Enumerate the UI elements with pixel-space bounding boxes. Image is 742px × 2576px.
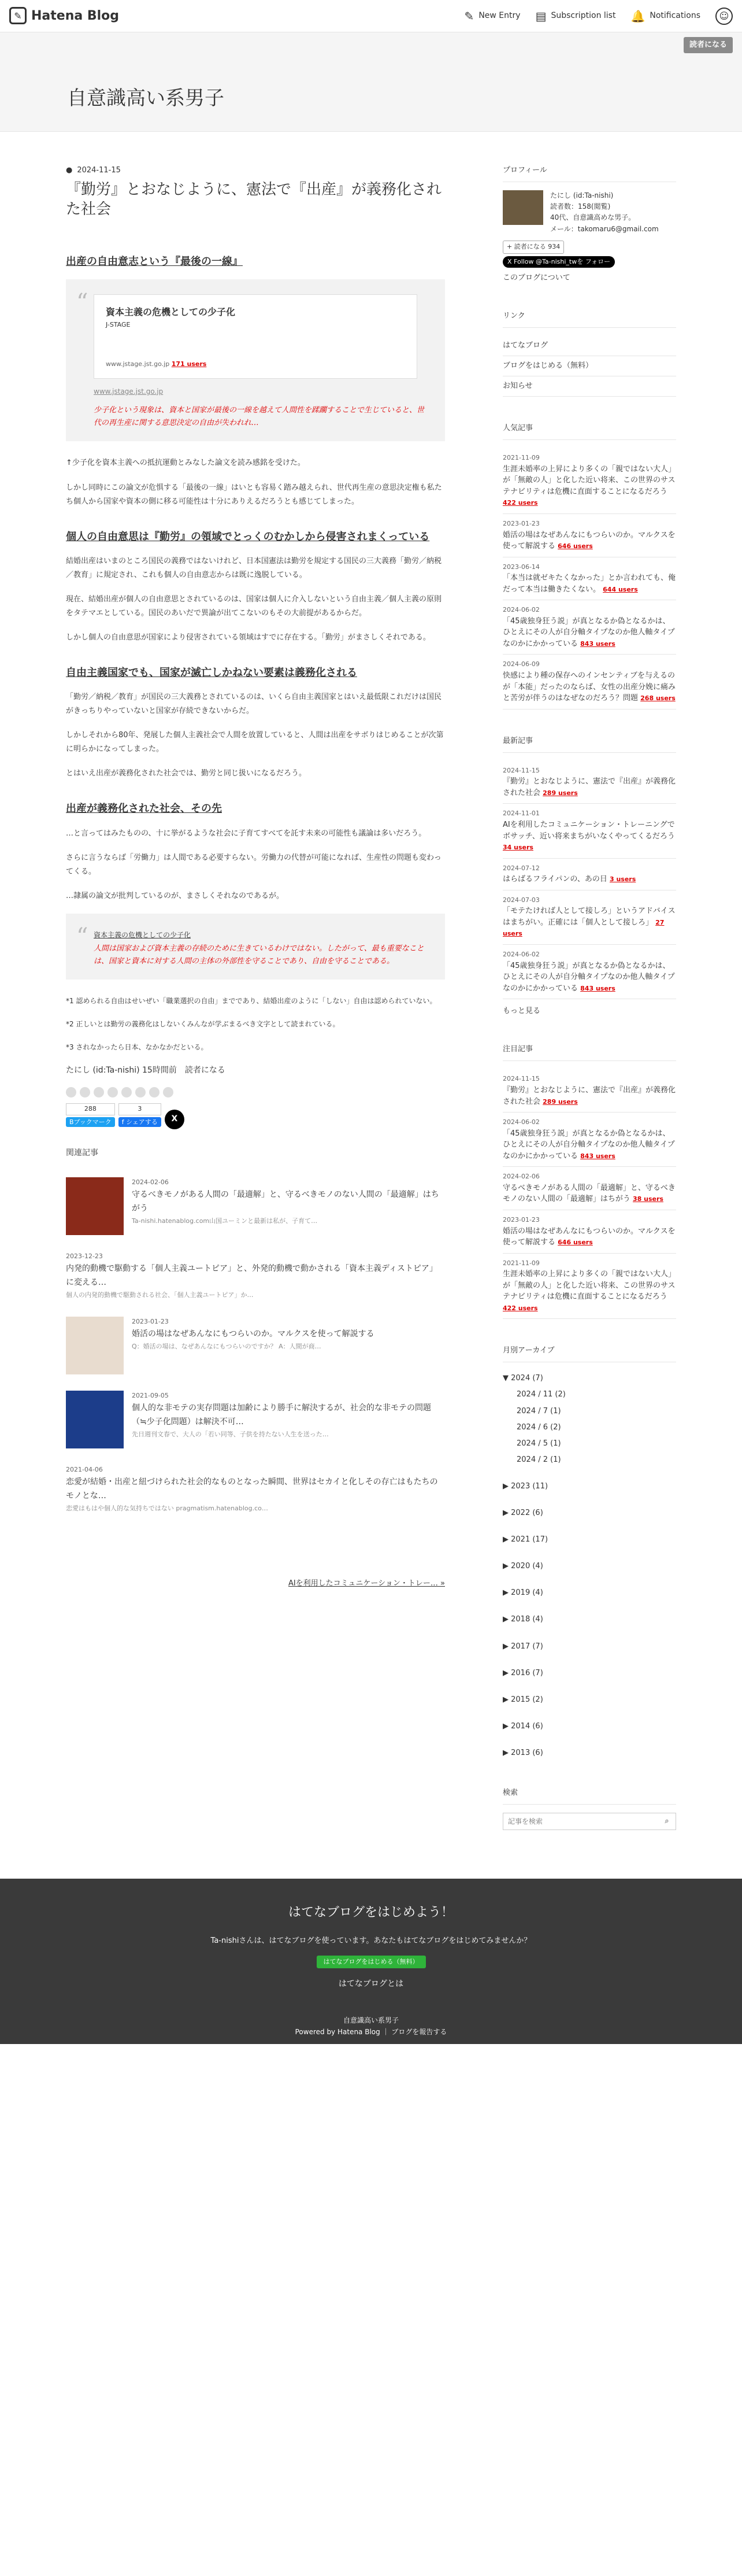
users-badge[interactable]: 843 users xyxy=(580,1152,615,1160)
author-line[interactable]: たにし (id:Ta-nishi) 15時間前 読者になる xyxy=(66,1066,225,1076)
recent-title-text: はらばるフライパンの、あの日 xyxy=(503,875,607,884)
paragraph: 「勤労／納税／教育」が国民の三大義務とされているのは、いくら自由主義国家とはいえ最低限これだけは国民がきっちりやっていないと国家が存続できないからだ。 xyxy=(66,693,442,716)
noted-module xyxy=(503,1043,676,1319)
popular-title[interactable] xyxy=(503,530,676,552)
archive-year[interactable]: ▶ 2013 (6) xyxy=(503,1748,543,1757)
users-badge[interactable]: 646 users xyxy=(558,1239,593,1247)
popular-title[interactable] xyxy=(503,616,676,650)
bookmark-share xyxy=(66,1103,115,1129)
noted-item[interactable] xyxy=(503,1210,676,1254)
recent-item[interactable] xyxy=(503,804,676,858)
star-icon[interactable] xyxy=(107,1087,118,1097)
popular-date: 2023-06-14 xyxy=(503,563,540,571)
hatena-logo-icon: ✎ xyxy=(9,7,27,24)
users-badge[interactable]: 289 users xyxy=(543,789,578,797)
noted-date: 2021-11-09 xyxy=(503,1259,540,1267)
x-share-icon[interactable]: X xyxy=(165,1110,184,1129)
quote-text-2: 人間は国家および資本主義の存続のために生きているわけではない。したがって、最も重要なことは、国家と資本に対する人間の主体の外部性を守ることであり、自由を守ることである。 xyxy=(94,944,424,966)
search-module xyxy=(503,1787,676,1830)
users-badge[interactable]: 34 users xyxy=(503,844,533,852)
subscribe-label: + 読者になる xyxy=(507,242,546,250)
related-title[interactable]: 内発的動機で駆動する「個人主義ユートピア」と、外発的動機で動かされる「資本主義ディストピア」に変える… xyxy=(66,1264,437,1287)
entry-date xyxy=(66,164,445,177)
popular-date: 2023-01-23 xyxy=(503,519,540,527)
link-item[interactable]: お知らせ xyxy=(503,376,676,397)
related-item[interactable] xyxy=(66,1317,445,1374)
archive-year[interactable]: ▶ 2018 (4) xyxy=(503,1615,543,1624)
notifications-button[interactable] xyxy=(630,6,700,26)
more-link[interactable]: もっと見る xyxy=(503,1007,541,1016)
star-icon[interactable] xyxy=(80,1087,90,1097)
recent-item[interactable] xyxy=(503,890,676,945)
recent-date: 2024-06-02 xyxy=(503,950,540,958)
star-icon[interactable] xyxy=(66,1087,76,1097)
become-reader-button[interactable]: 読者になる xyxy=(684,37,733,53)
noted-item[interactable] xyxy=(503,1167,676,1210)
about-hatena-link[interactable]: はてなブログとは xyxy=(338,1979,404,1989)
card-title: “ 資本主義の危機としての少子化 xyxy=(106,306,236,317)
archive-year[interactable]: ▶ 2021 (17) xyxy=(503,1535,548,1544)
star-icon[interactable] xyxy=(149,1087,159,1097)
card-footer xyxy=(106,359,206,370)
archive-year-open[interactable]: ▼ 2024 (7) xyxy=(503,1374,543,1383)
section-heading-4: 出産が義務化された社会、その先 xyxy=(66,803,222,815)
profile-avatar[interactable] xyxy=(503,190,543,225)
profile-bio: 40代、自意識高めな男子。 xyxy=(550,213,636,222)
search-heading: 検索 xyxy=(503,1787,676,1805)
noted-title[interactable] xyxy=(503,1182,676,1205)
popular-item[interactable] xyxy=(503,514,676,557)
topbar xyxy=(0,0,742,32)
quote-source-link[interactable]: 資本主義の危機としての少子化 xyxy=(94,930,191,939)
users-badge[interactable]: 843 users xyxy=(580,640,615,648)
start-blog-button[interactable]: はてなブログをはじめる（無料） xyxy=(317,1956,426,1969)
archive-month[interactable]: 2024 / 7 (1) xyxy=(517,1406,561,1415)
noted-title-text: 婚活の場はなぜあんなにもつらいのか。マルクスを使って解説する xyxy=(503,1226,676,1247)
paragraph: しかしそれから80年、発展した個人主義社会で人間を放置していると、人間は出産をサボりはじめることが次第に明らかになってしまった。 xyxy=(66,731,444,754)
blockquote-2 xyxy=(66,914,445,980)
popular-item[interactable] xyxy=(503,448,676,514)
noted-title[interactable] xyxy=(503,1226,676,1248)
hatena-blog-logo[interactable] xyxy=(9,5,119,27)
facebook-share-button[interactable]: f シェアする xyxy=(118,1117,161,1127)
topbar-tools xyxy=(465,6,733,26)
user-avatar-icon[interactable]: ☺ xyxy=(715,8,733,25)
facebook-share xyxy=(118,1103,161,1129)
profile-mail: メール：takomaru6@gmail.com xyxy=(550,224,659,233)
links-list xyxy=(503,336,676,397)
card-users-badge[interactable]: 171 users xyxy=(171,360,207,368)
archive-month[interactable]: 2024 / 6 (2) xyxy=(517,1422,561,1432)
paragraph: …隷属の論文が批判しているのが、まさしくそれなのであるが。 xyxy=(66,891,284,900)
popular-module xyxy=(503,422,676,709)
related-title[interactable]: 守るべきモノがある人間の「最適解」と、守るべきモノのない人間の「最適解」はちがう xyxy=(132,1190,439,1213)
search-input[interactable] xyxy=(503,1813,658,1830)
noted-date: 2024-06-02 xyxy=(503,1118,540,1126)
related-item[interactable] xyxy=(66,1391,445,1448)
paragraph: さらに言うならば「労働力」は人間である必要すらない。労働力の代替が可能になれば、生産性の問題も変わってくる。 xyxy=(66,853,442,876)
profile xyxy=(503,190,676,235)
search-icon[interactable]: ⌕ xyxy=(665,1817,669,1826)
archive-year[interactable]: ▶ 2023 (11) xyxy=(503,1481,548,1491)
popular-title[interactable] xyxy=(503,572,676,595)
about-link[interactable]: このブログについて xyxy=(503,273,570,282)
next-entry-link[interactable]: AIを利用したコミュニケーション・トレー… » xyxy=(288,1579,445,1588)
blog-title[interactable]: 自意識高い系男子 xyxy=(67,87,224,110)
blog-header xyxy=(0,32,742,132)
recent-date: 2024-11-15 xyxy=(503,766,540,774)
users-badge[interactable]: 3 users xyxy=(609,875,636,884)
archive-month[interactable]: 2024 / 5 (1) xyxy=(517,1439,561,1448)
noted-title-text: 守るべきモノがある人間の「最適解」と、守るべきモノのない人間の「最適解」はちがう xyxy=(503,1183,676,1204)
archive-module xyxy=(503,1344,676,1761)
paragraph: 結婚出産はいまのところ国民の義務ではないけれど、日本国憲法は勤労を規定する国民の三大義務「勤労／納税／教育」に規定され、これも個人の自由意志からは既に逸脱している。 xyxy=(66,556,442,579)
source-link[interactable]: www.jstage.jst.go.jp xyxy=(94,387,164,396)
bookmark-button[interactable]: Bブックマーク xyxy=(66,1117,115,1127)
recent-title[interactable] xyxy=(503,906,676,940)
section-heading-3: 自由主義国家でも、国家が滅亡しかねない要素は義務化される xyxy=(66,667,357,679)
subscription-list-button[interactable] xyxy=(536,6,616,26)
archive-month[interactable]: 2024 / 11 (2) xyxy=(517,1390,566,1399)
popular-heading: 人気記事 xyxy=(503,422,676,440)
footnote-3: *3 されなかったら日本、なかなかだといる。 xyxy=(66,1043,208,1052)
related-thumbnail xyxy=(66,1391,124,1448)
popular-title-text: 「本当は就ゼキたくなかった」とか言われても、俺だって本当は働きたくない。 xyxy=(503,574,676,594)
archive-year[interactable]: ▶ 2016 (7) xyxy=(503,1668,543,1677)
subscribe-button[interactable] xyxy=(503,241,564,254)
related-item[interactable] xyxy=(66,1465,445,1514)
clock-icon: ● xyxy=(66,166,73,175)
footnote-1: *1 認められる自由はせいぜい「職業選択の自由」までであり、結婚出産のように「しない」自由は認められていない。 xyxy=(66,996,437,1005)
archive-month[interactable]: 2024 / 2 (1) xyxy=(517,1455,561,1464)
noted-title[interactable] xyxy=(503,1128,676,1162)
users-badge[interactable]: 38 users xyxy=(633,1195,663,1203)
archive-year[interactable]: ▶ 2022 (6) xyxy=(503,1509,543,1518)
noted-item[interactable] xyxy=(503,1113,676,1167)
noted-title-text: 「45歳独身狂う説」が真となるか偽となるかは、ひとえにその人が自分軸タイプなのか他人軸タイプなのかにかかっている xyxy=(503,1129,675,1161)
related-item[interactable] xyxy=(66,1251,445,1300)
star-icon[interactable] xyxy=(163,1087,173,1097)
related-thumbnail xyxy=(66,1177,124,1235)
recent-module xyxy=(503,735,676,1018)
subscribe-count: 934 xyxy=(548,242,561,250)
star-icon[interactable] xyxy=(94,1087,104,1097)
recent-heading: 最新記事 xyxy=(503,735,676,753)
recent-title[interactable] xyxy=(503,776,676,799)
recent-date: 2024-07-12 xyxy=(503,864,540,872)
users-badge[interactable]: 27 users xyxy=(503,918,665,938)
blockquote xyxy=(66,279,445,442)
noted-item[interactable] xyxy=(503,1069,676,1113)
facebook-count: 3 xyxy=(118,1103,161,1115)
new-entry-button[interactable] xyxy=(465,6,521,26)
footer-blog-name[interactable]: 自意識高い系男子 xyxy=(343,2016,399,2025)
star-icon[interactable] xyxy=(135,1087,146,1097)
noted-title[interactable] xyxy=(503,1269,676,1314)
bookmark-count: 288 xyxy=(66,1103,115,1115)
popular-item[interactable] xyxy=(503,557,676,601)
related-entries xyxy=(66,1147,445,1514)
links-module xyxy=(503,310,676,397)
noted-heading: 注目記事 xyxy=(503,1043,676,1061)
section-heading-1: 出産の自由意志という『最後の一線』 xyxy=(66,255,243,268)
footer xyxy=(0,1879,742,2044)
popular-date: 2021-11-09 xyxy=(503,454,540,462)
subscription-label: Subscription list xyxy=(551,10,616,20)
star-list xyxy=(66,1087,445,1097)
users-badge[interactable]: 268 users xyxy=(640,694,676,703)
popular-title-text: 婚活の場はなぜあんなにもつらいのか。マルクスを使って解説する xyxy=(503,530,676,551)
card-url: www.jstage.jst.go.jp xyxy=(106,360,170,368)
noted-title-text: 生涯未婚率の上昇により多くの「親ではない大人」が「無敵の人」と化した近い将来、この世界のサステナビリティは危機に直面することになるだろう xyxy=(503,1270,676,1302)
popular-item[interactable] xyxy=(503,600,676,655)
archive-year[interactable]: ▶ 2020 (4) xyxy=(503,1562,543,1571)
entry-title: 『勤労』とおなじように、憲法で『出産』が義務化された社会 xyxy=(66,181,442,218)
footer-message: Ta-nishiさんは、はてなブログを使っています。あなたもはてなブログをはじめてみませんか？ xyxy=(210,1936,532,1946)
users-badge[interactable]: 644 users xyxy=(603,585,638,593)
notifications-label: Notifications xyxy=(650,10,700,20)
main-content xyxy=(66,164,445,1856)
related-title[interactable]: 恋愛が結婚・出産と紐づけられた社会的なものとなった瞬間、世界はセカイと化しその存亡はもたちのモノとな… xyxy=(66,1477,438,1500)
share-buttons xyxy=(66,1103,445,1129)
powered-by[interactable]: Powered by Hatena Blog ｜ ブログを報告する xyxy=(295,2028,447,2037)
recent-title-text: 「45歳独身狂う説」が真となるか偽となるかは、ひとえにその人が自分軸タイプなのか他人軸タイプなのかにかかっている xyxy=(503,961,675,993)
recent-item[interactable] xyxy=(503,859,676,890)
related-date: 2021-04-06 xyxy=(66,1466,103,1474)
brand-label: Hatena Blog xyxy=(31,8,120,23)
profile-heading: プロフィール xyxy=(503,164,676,182)
footnote-2: *2 正しいとは勤労の義務化はしないくみんなが学ぶまるべき文字として読まれている。 xyxy=(66,1019,340,1028)
pencil-icon: ✎ xyxy=(464,9,474,23)
recent-title-text: 『勤労』とおなじように、憲法で『出産』が義務化された社会 xyxy=(503,777,676,797)
recent-date: 2024-11-01 xyxy=(503,810,540,818)
related-date: 2023-12-23 xyxy=(66,1252,103,1261)
profile-info xyxy=(550,190,659,235)
related-title[interactable]: 婚活の場はなぜあんなにもつらいのか。マルクスを使って解説する xyxy=(132,1329,374,1339)
subscription-icon: ▤ xyxy=(535,9,547,23)
recent-title[interactable] xyxy=(503,819,676,853)
links-heading: リンク xyxy=(503,310,676,328)
paragraph: ↑少子化を資本主義への抵抗運動とみなした論文を読み感銘を受けた。 xyxy=(66,459,305,468)
link-item[interactable]: ブログをはじめる（無料） xyxy=(503,356,676,376)
noted-title[interactable] xyxy=(503,1085,676,1107)
noted-date: 2024-02-06 xyxy=(503,1173,540,1181)
noted-item[interactable] xyxy=(503,1254,676,1320)
related-heading: 関連記事 xyxy=(66,1148,98,1158)
recent-title[interactable] xyxy=(503,874,676,885)
popular-title-text: 快感により種の保存へのインセンティブを与えるのが「本能」だったのならば、女性の出産分娩に痛みと苦労が伴うのはなぜなのだろう？問題 xyxy=(503,671,676,703)
archive-year[interactable]: ▶ 2014 (6) xyxy=(503,1721,543,1731)
recent-title-text: 「モテたければ人として接しろ」というアドバイスはまちがい。正確には「個人として接しろ」 xyxy=(503,907,676,927)
footer-heading: はてなブログをはじめよう！ xyxy=(288,1905,454,1920)
quote-text: 少子化という現象は、資本と国家が最後の一線を越えて人間性を蹂躙することで生じていると、世代の再生産に関する意思決定の自由が失われれ… xyxy=(94,406,425,428)
archive-year[interactable]: ▶ 2019 (4) xyxy=(503,1588,543,1598)
embed-card[interactable] xyxy=(94,294,417,379)
related-desc: Q：婚活の場は、なぜあんなにもつらいのですか？ A：人間が商… xyxy=(132,1342,321,1350)
popular-title-text: 「45歳独身狂う説」が真となるか偽となるかは、ひとえにその人が自分軸タイプなのか他人軸タイプなのかにかかっている xyxy=(503,616,675,648)
popular-title[interactable] xyxy=(503,670,676,704)
noted-date: 2024-11-15 xyxy=(503,1075,540,1083)
recent-title-text: AIを利用したコミュニケーション・トレーニングでボサッチ、近い将来まちがいなくやってくるだろう xyxy=(503,821,675,841)
archive-year[interactable]: ▶ 2017 (7) xyxy=(503,1642,543,1651)
users-badge[interactable]: 646 users xyxy=(558,542,593,550)
paragraph: …と言ってはみたものの、十に挙がるような社会に子育てすべてを託す未来の可能性も議論は多いだろう。 xyxy=(66,829,426,838)
users-badge[interactable]: 422 users xyxy=(503,1304,538,1312)
x-follow-button[interactable]: X Follow @Ta-nishi_twを フォロー xyxy=(503,256,615,268)
paragraph: とはいえ出産が義務化された社会では、勤労と同じ扱いになるだろう。 xyxy=(66,769,307,778)
recent-item[interactable] xyxy=(503,945,676,999)
users-badge[interactable]: 422 users xyxy=(503,499,538,507)
reader-count: 読者数：158(閲覧) xyxy=(550,202,611,211)
paragraph: しかし個人の自由意思が国家により侵害されている領域はすでに存在する。「勤労」がまさしくそれである。 xyxy=(66,633,431,642)
paragraph: 現在、結婚出産が個人の自由意思とされているのは、国家は個人に介入しないという自由主義／個人主義の原則をタテマエとしている。国民のあいだで異論が出てこないのもその大前提があるからだ。 xyxy=(66,594,442,618)
sidebar xyxy=(503,164,676,1856)
archive-list xyxy=(503,1370,676,1761)
related-date: 2021-09-05 xyxy=(132,1392,169,1400)
link-item[interactable]: はてなブログ xyxy=(503,336,676,356)
recent-title[interactable] xyxy=(503,960,676,995)
noted-title-text: 『勤労』とおなじように、憲法で『出産』が義務化された社会 xyxy=(503,1086,676,1106)
profile-name[interactable]: たにし (id:Ta-nishi) xyxy=(550,191,614,200)
paragraph: しかし同時にこの論文が危惧する「最後の一線」はいとも容易く踏み越えられ、世代再生産の意思決定権も私たち個人から国家や資本の側に移る可能性は十分にありえるだろうとも感じてしまった。 xyxy=(66,483,442,506)
users-badge[interactable]: 843 users xyxy=(580,984,615,992)
profile-module xyxy=(503,164,676,284)
related-desc: 個人の内発的動機で駆動される社会、「個人主義ユートピア」か… xyxy=(66,1291,254,1299)
related-title[interactable]: 個人的な非モテの実存問題は加齢により勝手に解決するが、社会的な非モテの問題（≒少子化問題）は解決不可… xyxy=(132,1403,431,1426)
section-heading-2: 個人の自由意思は『勤労』の領域でとっくのむかしから侵害されまくっている xyxy=(66,530,430,543)
related-desc: 恋愛はもはや個人的な気持ちではない pragmatism.hatenablog.co… xyxy=(66,1504,268,1512)
page-layout xyxy=(66,164,676,1856)
search-box xyxy=(503,1813,676,1830)
popular-date: 2024-06-02 xyxy=(503,606,540,614)
popular-date: 2024-06-09 xyxy=(503,660,540,668)
entry-date-link[interactable]: 2024-11-15 xyxy=(77,166,121,175)
related-thumbnail xyxy=(66,1317,124,1374)
archive-year[interactable]: ▶ 2015 (2) xyxy=(503,1695,543,1704)
recent-item[interactable] xyxy=(503,761,676,804)
popular-title[interactable] xyxy=(503,464,676,509)
noted-date: 2023-01-23 xyxy=(503,1215,540,1224)
star-icon[interactable] xyxy=(121,1087,132,1097)
popular-item[interactable] xyxy=(503,655,676,709)
related-desc: Ta-nishi.hatenablog.com山国ユーミンと最新は私が、子育て… xyxy=(132,1217,318,1225)
users-badge[interactable]: 289 users xyxy=(543,1097,578,1106)
new-entry-label: New Entry xyxy=(478,10,521,20)
recent-date: 2024-07-03 xyxy=(503,896,540,904)
related-desc: 先日週刊文春で、大人の「若い同等、子供を持たない人生を送った… xyxy=(132,1430,329,1438)
related-date: 2024-02-06 xyxy=(132,1178,169,1187)
popular-title-text: 生涯未婚率の上昇により多くの「親ではない大人」が「無敵の人」と化した近い将来、この世界のサステナビリティは危機に直面することになるだろう xyxy=(503,464,676,496)
related-item[interactable] xyxy=(66,1177,445,1235)
archive-heading: 月別アーカイブ xyxy=(503,1344,676,1362)
related-date: 2023-01-23 xyxy=(132,1318,169,1326)
card-source: J-STAGE xyxy=(106,321,131,329)
bell-icon: 🔔 xyxy=(630,9,645,23)
